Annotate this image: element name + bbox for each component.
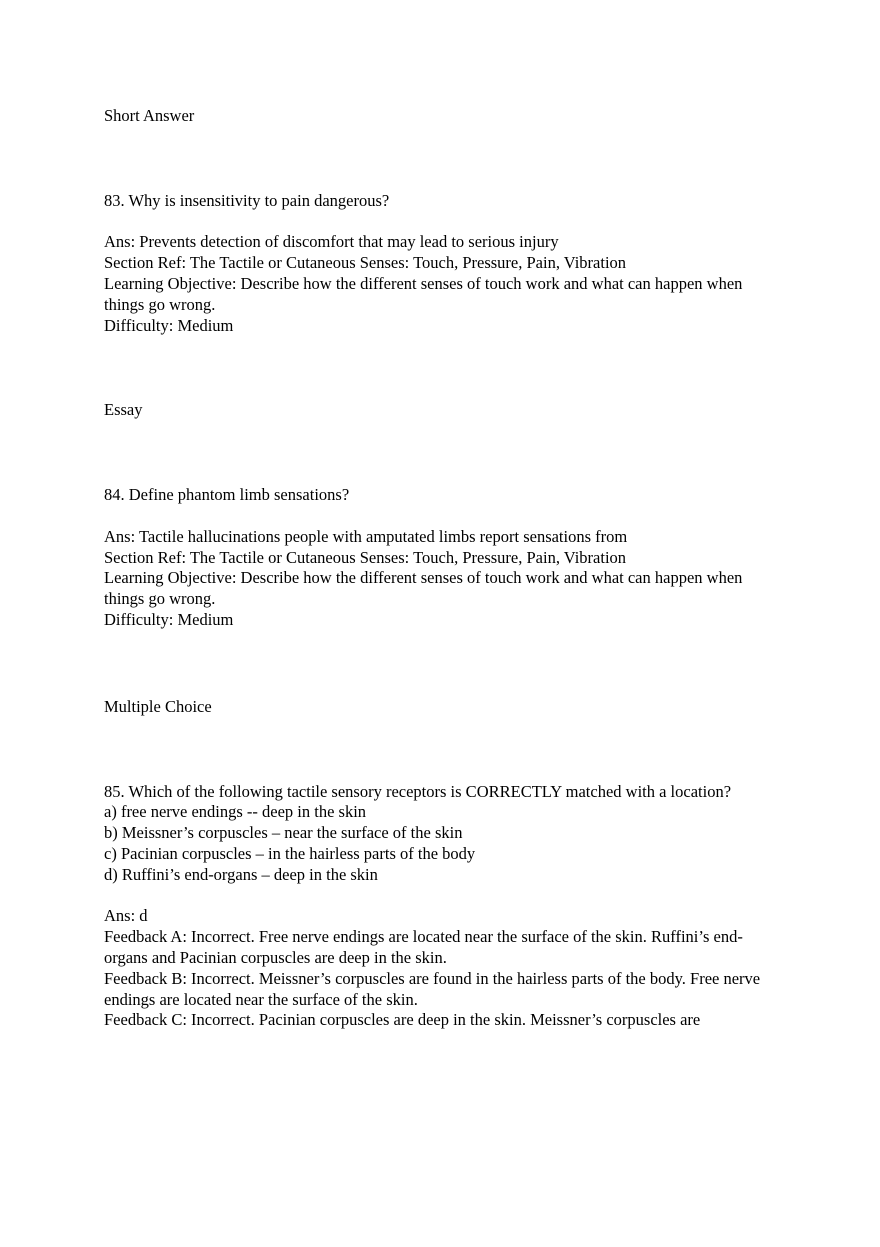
question-text: 85. Which of the following tactile sensory receptors is CORRECTLY matched with a location? xyxy=(104,781,732,801)
section-heading-short-answer: Short Answer xyxy=(104,106,195,125)
feedback-b: Feedback B: Incorrect. Meissner’s corpuscles are found in the hairless parts of the body. Free nerve endings are located near the surface of the skin. xyxy=(104,968,761,1009)
section-heading-essay: Essay xyxy=(104,400,143,420)
option-b: b) Meissner’s corpuscles – near the surface of the skin xyxy=(104,823,463,843)
section-ref: Section Ref: The Tactile or Cutaneous Senses: Touch, Pressure, Pain, Vibration xyxy=(104,547,627,567)
question-85-block xyxy=(104,782,784,1032)
question-84-block xyxy=(104,485,784,631)
feedback-a: Feedback A: Incorrect. Free nerve endings are located near the surface of the skin. Ruffini’s end-organs and Pacinian corpuscles are deep in the skin. xyxy=(104,927,743,967)
answer-text: Ans: d xyxy=(104,906,148,926)
difficulty: Difficulty: Medium xyxy=(104,609,234,629)
answer-text: Ans: Prevents detection of discomfort that may lead to serious injury xyxy=(104,232,559,252)
section-ref: Section Ref: The Tactile or Cutaneous Senses: Touch, Pressure, Pain, Vibration xyxy=(104,253,627,273)
question-83-block xyxy=(104,191,784,337)
answer-text: Ans: Tactile hallucinations people with amputated limbs report sensations from xyxy=(104,526,628,546)
question-text: 84. Define phantom limb sensations? xyxy=(104,485,350,505)
learning-objective: Learning Objective: Describe how the different senses of touch work and what can happen when things go wrong. xyxy=(104,273,743,314)
learning-objective: Learning Objective: Describe how the different senses of touch work and what can happen when things go wrong. xyxy=(104,568,743,609)
difficulty: Difficulty: Medium xyxy=(104,315,234,335)
page-content xyxy=(104,106,784,1031)
option-a: a) free nerve endings -- deep in the skin xyxy=(104,802,367,822)
feedback-c: Feedback C: Incorrect. Pacinian corpuscles are deep in the skin. Meissner’s corpuscles are xyxy=(104,1010,701,1030)
section-heading-multiple-choice: Multiple Choice xyxy=(104,696,212,716)
question-text: 83. Why is insensitivity to pain dangerous? xyxy=(104,190,390,210)
option-c: c) Pacinian corpuscles – in the hairless parts of the body xyxy=(104,843,476,863)
option-d: d) Ruffini’s end-organs – deep in the skin xyxy=(104,864,378,884)
